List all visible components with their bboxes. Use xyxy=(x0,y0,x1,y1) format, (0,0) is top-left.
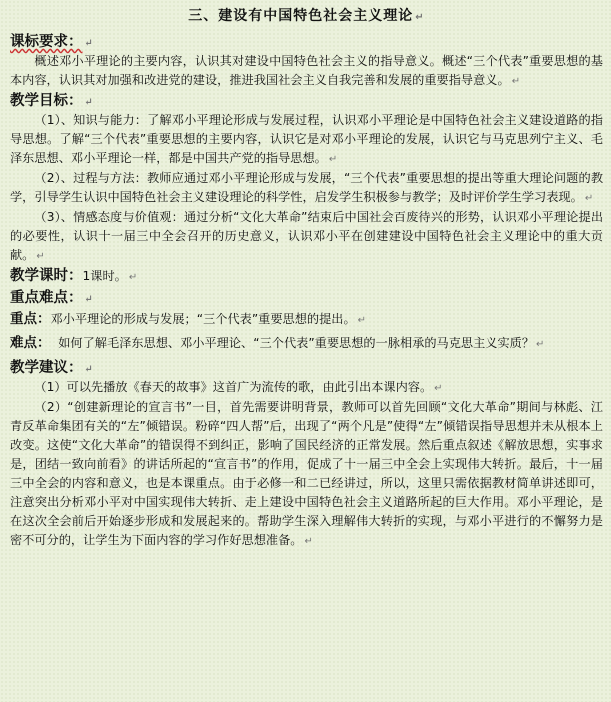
paragraph-mark: ↵ xyxy=(511,76,521,87)
paragraph-mark: ↵ xyxy=(128,272,138,283)
key-point-row xyxy=(10,310,603,330)
standard-text: 概述邓小平理论的主要内容，认识其对建设中国特色社会主义的指导意义。概述“三个代表”重要思想的基本内容，认识其对加强和改进党的建设，推进我国社会主义自我完善和发展的重要指导意义。 xyxy=(10,54,603,87)
paragraph-mark: ↵ xyxy=(328,154,338,165)
paragraph-mark: ↵ xyxy=(304,536,313,547)
key-point-label: 重点： xyxy=(10,311,51,327)
suggestion-item-1 xyxy=(10,378,603,398)
goals-heading-text: 教学目标： xyxy=(10,92,83,109)
paragraph-mark: ↵ xyxy=(84,364,93,375)
standard-heading-text: 课标要求： xyxy=(10,33,83,50)
focus-heading xyxy=(10,288,603,308)
hours-value: 1课时。 xyxy=(82,269,127,283)
key-point-text: 邓小平理论的形成与发展；“三个代表”重要思想的提出。 xyxy=(50,312,356,326)
suggestions-heading-text: 教学建议： xyxy=(10,359,83,376)
page-title xyxy=(10,4,603,28)
suggestion-item-2 xyxy=(10,398,603,551)
focus-heading-text: 重点难点： xyxy=(10,289,83,306)
paragraph-mark: ↵ xyxy=(584,193,594,204)
goal-item-1 xyxy=(10,111,603,169)
paragraph-mark: ↵ xyxy=(36,251,45,262)
hours-heading: 教学课时： xyxy=(10,267,83,284)
paragraph-mark: ↵ xyxy=(415,12,425,23)
standard-paragraph xyxy=(10,52,603,91)
goals-heading xyxy=(10,91,603,111)
difficult-point-row xyxy=(10,334,603,354)
paragraph-mark: ↵ xyxy=(434,383,443,394)
paragraph-mark: ↵ xyxy=(536,339,545,350)
goal-item-3 xyxy=(10,208,603,266)
goal-text: （2）、过程与方法：教师应通过邓小平理论形成与发展，“三个代表”重要思想的提出等重大理论问题的教学，引导学生认识中国特色社会主义建设理论的科学性，启发学生积极参与教学；及时评价学生学习表现。 xyxy=(10,171,603,204)
goal-text: （3）、情感态度与价值观：通过分析“文化大革命”结束后中国社会百废待兴的形势，认识邓小平理论提出的必要性，认识十一届三中全会召开的历史意义，认识邓小平在创建建设中国特色社会主义理论中的重大贡献。 xyxy=(10,210,603,262)
paragraph-mark: ↵ xyxy=(84,97,93,108)
paragraph-mark: ↵ xyxy=(357,315,367,326)
paragraph-mark: ↵ xyxy=(84,38,93,49)
title-text: 三、建设有中国特色社会主义理论 xyxy=(188,8,414,24)
suggestion-text: （1）可以先播放《春天的故事》这首广为流传的歌，由此引出本课内容。 xyxy=(34,380,433,394)
hours-row xyxy=(10,266,603,288)
goal-item-2 xyxy=(10,169,603,208)
goal-text: （1）、知识与能力：了解邓小平理论形成与发展过程，认识邓小平理论是中国特色社会主义建设道路的指导思想。了解“三个代表”重要思想的主要内容，认识它是对邓小平理论的发展，认识它与马克思列宁主义、毛泽东思想、邓小平理论一样，都是中国共产党的指导思想。 xyxy=(10,113,603,165)
suggestion-text: （2）“创建新理论的宣言书”一目，首先需要讲明背景，教师可以首先回顾“文化大革命”期间与林彪、江青反革命集团有关的“左”倾错误。粉碎“四人帮”后，出现了“两个凡是”使得“左”倾错误指导思想并未从根本上改变。这使“文化大革命”的错误得不到纠正，影响了国民经济的正常发展。然后重点叙述《解放思想，实事求是，团结一致向前看》的讲话所起的“宣言书”的作用，促成了十一届三中全会上实现伟大转折。最后，十一届三中全会的内容和意义，也是本课重点。由于必修一和二已经讲过，所以，这里只需依据教材简单讲述即可，注意突出分析邓小平对中国实现伟大转折、走上建设中国特色社会主义道路所起的巨大作用。邓小平理论，是在这次全会前后开始逐步形成和发展起来的。帮助学生深入理解伟大转折的实现，与邓小平进行的不懈努力是密不可分的，让学生为下面内容的学习作好思想准备。 xyxy=(10,400,603,547)
difficult-point-text: 如何了解毛泽东思想、邓小平理论、“三个代表”重要思想的一脉相承的马克思主义实质？ xyxy=(58,336,535,350)
standard-heading xyxy=(10,32,603,52)
difficult-point-label: 难点： xyxy=(10,335,51,351)
paragraph-mark: ↵ xyxy=(84,294,93,305)
suggestions-heading xyxy=(10,358,603,378)
